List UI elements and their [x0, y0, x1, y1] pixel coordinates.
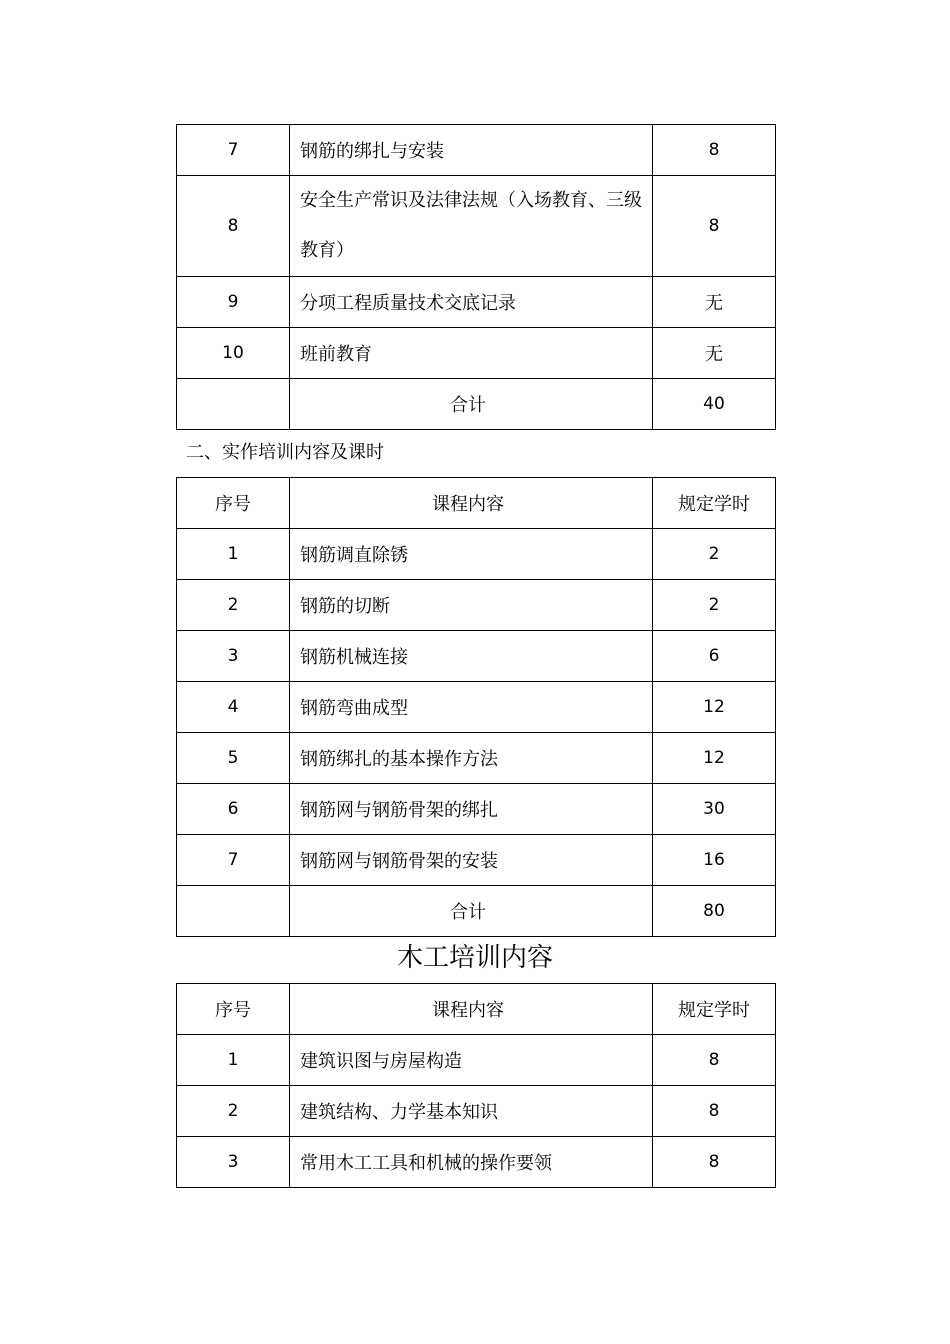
table-row — [177, 125, 776, 176]
required-hours: 12 — [653, 682, 776, 733]
row-number: 1 — [177, 529, 290, 580]
table-row — [177, 1086, 776, 1137]
table-row — [177, 176, 776, 277]
table-row — [177, 733, 776, 784]
row-number: 10 — [177, 328, 290, 379]
row-number: 1 — [177, 1035, 290, 1086]
row-number: 7 — [177, 835, 290, 886]
steel-practice-table — [176, 477, 776, 937]
required-hours: 8 — [653, 125, 776, 176]
course-content: 常用木工工具和机械的操作要领 — [290, 1137, 653, 1188]
header-content: 课程内容 — [290, 984, 653, 1035]
row-number: 3 — [177, 1137, 290, 1188]
total-label: 合计 — [290, 379, 653, 430]
table-row — [177, 529, 776, 580]
course-content: 钢筋弯曲成型 — [290, 682, 653, 733]
header-number: 序号 — [177, 984, 290, 1035]
table-row — [177, 631, 776, 682]
table-row — [177, 784, 776, 835]
course-content: 建筑结构、力学基本知识 — [290, 1086, 653, 1137]
course-content: 分项工程质量技术交底记录 — [290, 277, 653, 328]
course-content: 钢筋的切断 — [290, 580, 653, 631]
header-content: 课程内容 — [290, 478, 653, 529]
required-hours: 8 — [653, 1035, 776, 1086]
table-row — [177, 1137, 776, 1188]
course-content: 建筑识图与房屋构造 — [290, 1035, 653, 1086]
course-content: 钢筋绑扎的基本操作方法 — [290, 733, 653, 784]
required-hours: 2 — [653, 529, 776, 580]
course-content: 班前教育 — [290, 328, 653, 379]
page-title: 木工培训内容 — [396, 943, 553, 973]
course-content: 钢筋网与钢筋骨架的绑扎 — [290, 784, 653, 835]
section-heading: 二、实作培训内容及课时 — [186, 442, 384, 463]
course-content: 钢筋的绑扎与安装 — [290, 125, 653, 176]
row-number: 2 — [177, 1086, 290, 1137]
required-hours: 12 — [653, 733, 776, 784]
row-number: 5 — [177, 733, 290, 784]
required-hours: 无 — [653, 277, 776, 328]
header-number: 序号 — [177, 478, 290, 529]
required-hours: 8 — [653, 176, 776, 277]
total-row — [177, 886, 776, 937]
table-row — [177, 277, 776, 328]
required-hours: 2 — [653, 580, 776, 631]
table-row — [177, 682, 776, 733]
total-hours: 80 — [653, 886, 776, 937]
required-hours: 8 — [653, 1086, 776, 1137]
row-number: 4 — [177, 682, 290, 733]
row-number: 9 — [177, 277, 290, 328]
required-hours: 30 — [653, 784, 776, 835]
table-header-row — [177, 478, 776, 529]
header-hours: 规定学时 — [653, 478, 776, 529]
total-hours: 40 — [653, 379, 776, 430]
required-hours: 8 — [653, 1137, 776, 1188]
course-content: 钢筋调直除锈 — [290, 529, 653, 580]
table-row — [177, 328, 776, 379]
course-content: 钢筋机械连接 — [290, 631, 653, 682]
required-hours: 无 — [653, 328, 776, 379]
row-number: 8 — [177, 176, 290, 277]
total-row — [177, 379, 776, 430]
row-number: 6 — [177, 784, 290, 835]
carpentry-table — [176, 983, 776, 1188]
header-hours: 规定学时 — [653, 984, 776, 1035]
required-hours: 6 — [653, 631, 776, 682]
total-label: 合计 — [290, 886, 653, 937]
table-row — [177, 1035, 776, 1086]
course-content: 安全生产常识及法律法规（入场教育、三级教育） — [290, 176, 653, 277]
course-content: 钢筋网与钢筋骨架的安装 — [290, 835, 653, 886]
steel-theory-table-continued — [176, 124, 776, 430]
row-number: 7 — [177, 125, 290, 176]
table-row — [177, 580, 776, 631]
required-hours: 16 — [653, 835, 776, 886]
empty-cell — [177, 379, 290, 430]
table-header-row — [177, 984, 776, 1035]
table-row — [177, 835, 776, 886]
row-number: 3 — [177, 631, 290, 682]
row-number: 2 — [177, 580, 290, 631]
empty-cell — [177, 886, 290, 937]
